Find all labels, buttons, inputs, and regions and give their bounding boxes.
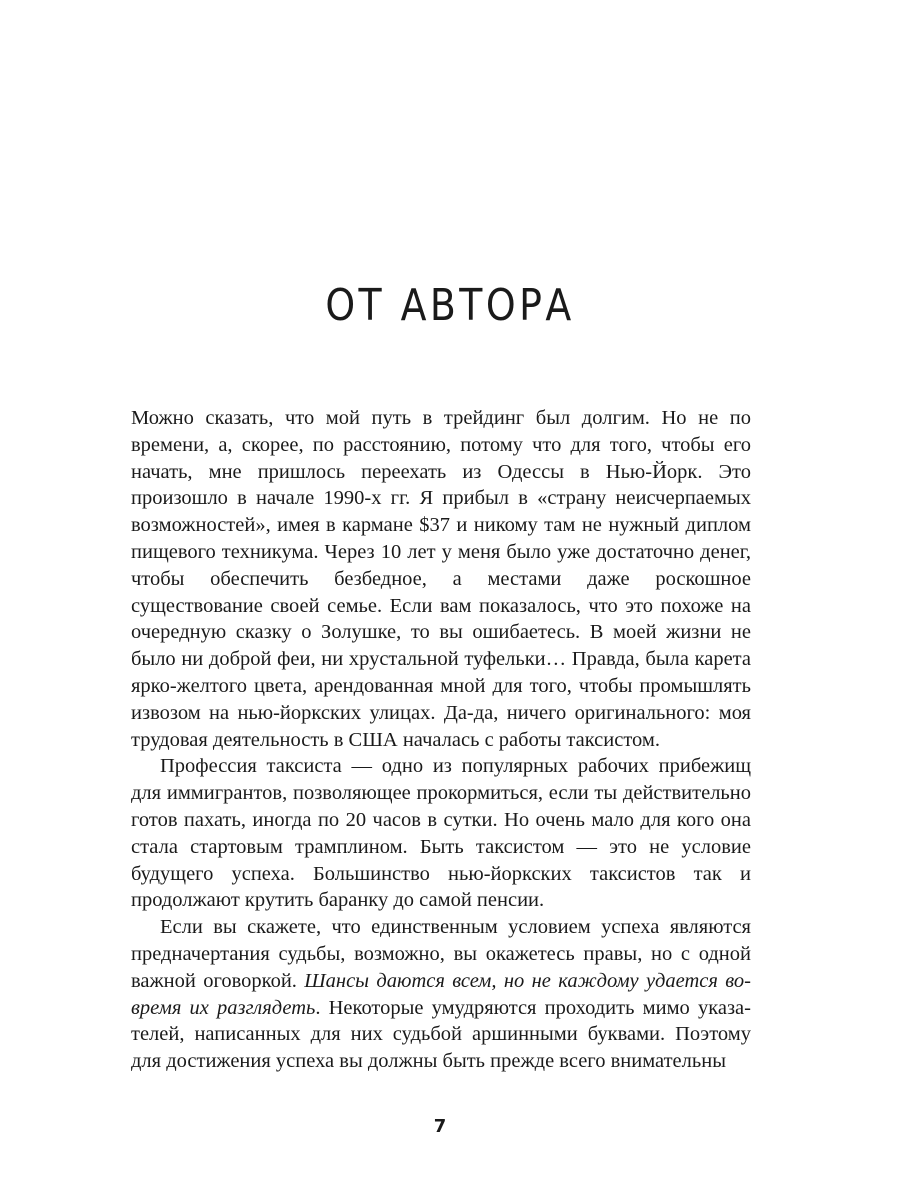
paragraph-3-text-before: Если вы скажете, что единственным условием успеха являются предначертания судьбы, возможно, вы окажетесь правы, но с одной важной оговоркой. [131,916,751,992]
page-number: 7 [433,1116,447,1137]
paragraph-1: Можно сказать, что мой путь в трейдинг был долгим. Но не по времени, а, скорее, по расстоянию, потому что для того, чтобы его начать, мне пришлось переехать из Одессы в Нью-Йорк. Это произошло в начале 1990-х гг. Я прибыл в «страну неисчерпаемых возможностей», имея в кармане $37 и никому там не нужный диплом пищевого техникума. Через 10 лет у меня было уже достаточно денег, чтобы обеспечить безбедное, а местами даже роскошное существование своей семье. Если вам показалось, что это похоже на очередную сказку о Золушке, то вы ошибаетесь. В моей жизни не было ни доброй феи, ни хрустальной туфельки… Правда, была карета ярко-желтого цвета, арендованная мной для того, чтобы промышлять извозом на нью-йоркских улицах. Да-да, ничего оригинального: моя трудовая деятельность в США началась с работы таксистом. [131,407,751,751]
chapter-title: ОТ АВТОРА [325,280,575,331]
paragraph-2: Профессия таксиста — одно из популярных рабочих прибежищ для иммигрантов, позволяющее прокормиться, если ты действительно готов пахать, иногда по 20 часов в сутки. Но очень мало для кого она стала стартовым трамплином. Быть таксистом — это не условие будущего успеха. Большинство нью-йоркских таксистов так и продолжают крутить баранку до самой пенсии. [131,755,751,912]
body-text [131,405,751,1075]
paragraph-3 [131,914,751,1075]
paragraph-3-italic-quote: Шансы даются всем, но не каждому удается вовремя их разглядеть [131,969,751,1019]
paragraph-3-text-after: . Некоторые умудряются проходить мимо указателей, написанных для них судьбой аршинными буквами. Поэтому для достижения успеха вы должны быть прежде всего внимательны [131,996,751,1073]
